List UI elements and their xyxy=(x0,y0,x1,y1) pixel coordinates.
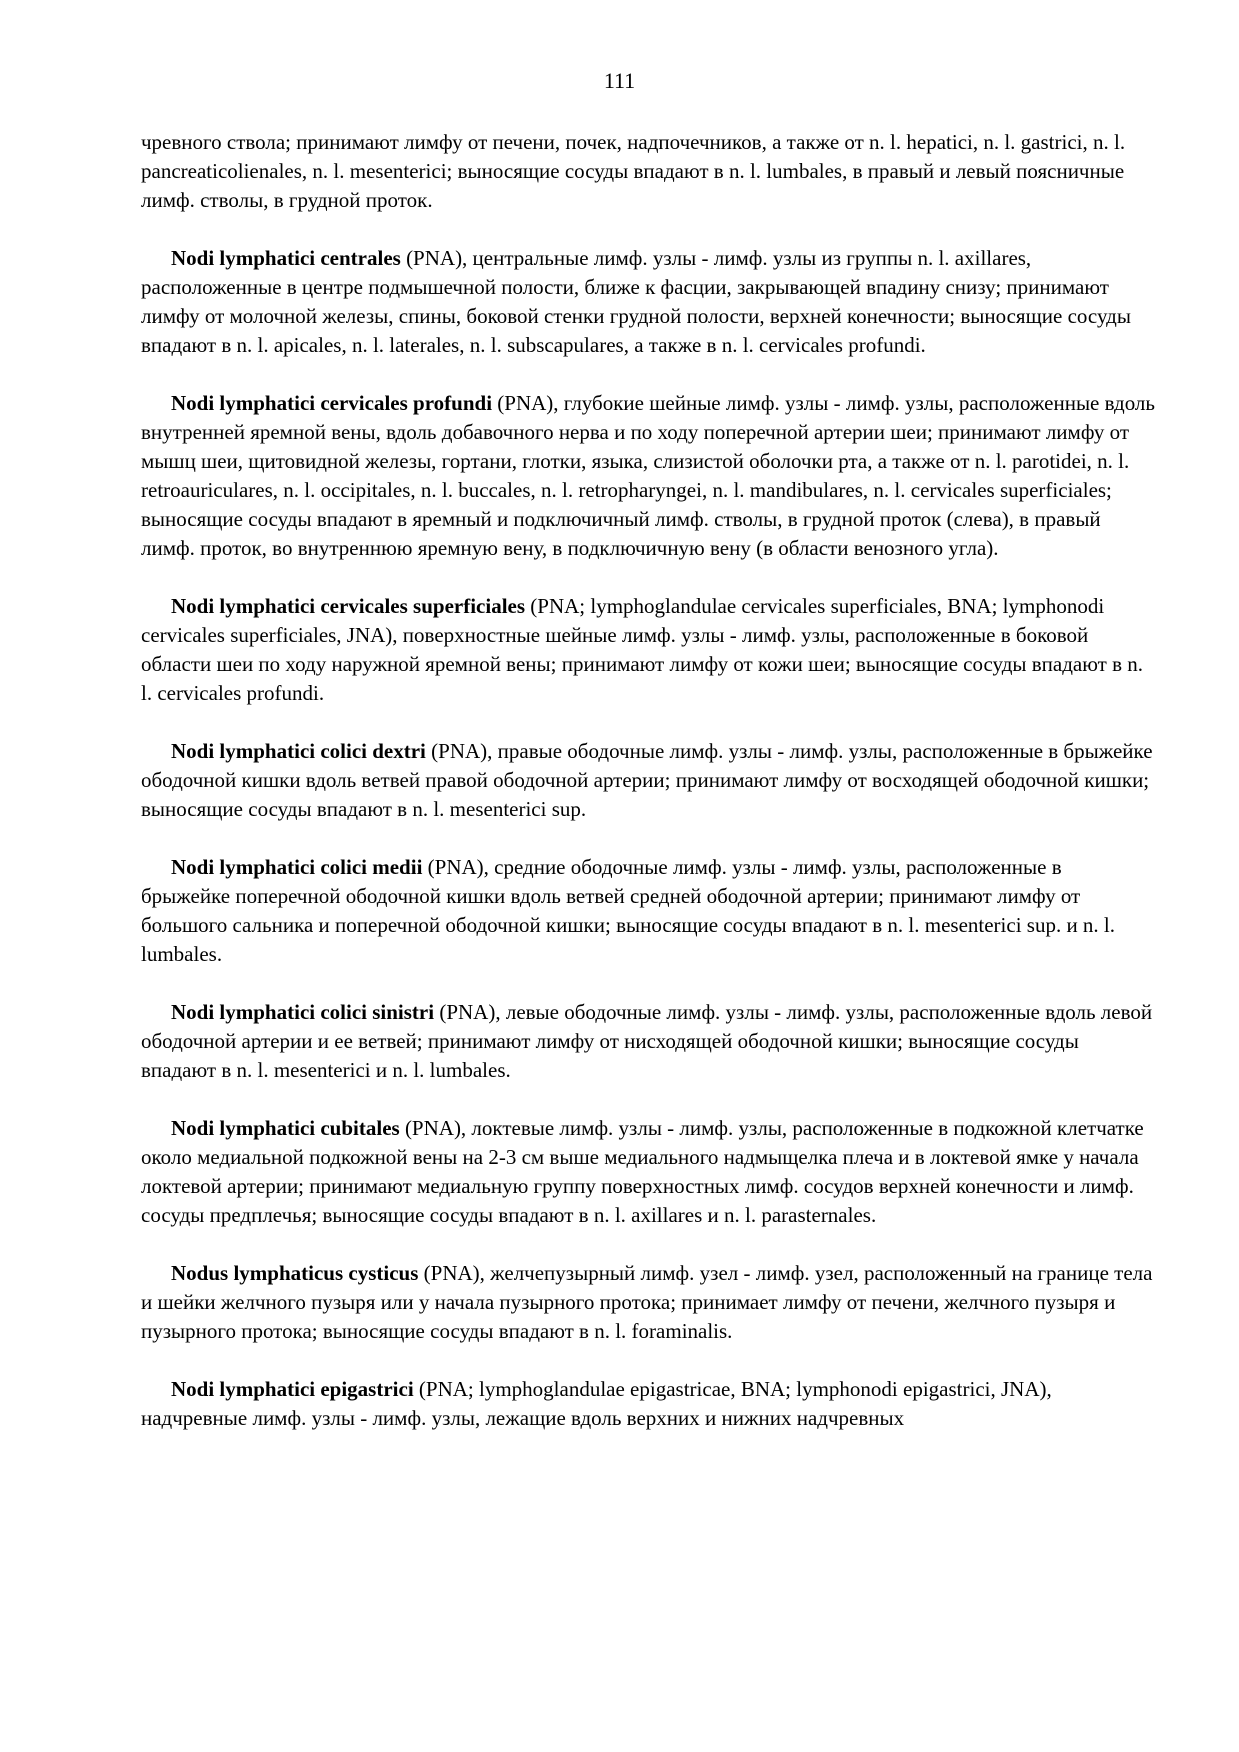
entry-term: Nodi lymphatici colici medii xyxy=(171,855,423,879)
entry-text: (PNA), левые ободочные лимф. узлы - лимф. узлы, расположенные вдоль левой ободочной артерии и ее ветвей; принимают лимфу от нисходящей ободочной кишки; выносящие сосуды впадают в n. l. mesenterici и n. l. lumbales. xyxy=(141,1000,1153,1082)
entry-continuation xyxy=(141,128,1155,215)
entry-text: (PNA), локтевые лимф. узлы - лимф. узлы, расположенные в подкожной клетчатке около медиальной подкожной вены на 2-3 см выше медиального надмыщелка плеча и в локтевой ямке у начала локтевой артерии; принимают медиальную группу поверхностных лимф. сосудов верхней конечности и лимф. сосуды предплечья; выносящие сосуды впадают в n. l. axillares и n. l. parasternales. xyxy=(141,1116,1144,1227)
entry-nodi-epigastrici xyxy=(141,1375,1155,1433)
entry-nodi-colici-dextri xyxy=(141,737,1155,824)
entry-term: Nodi lymphatici centrales xyxy=(171,246,401,270)
entry-text: (PNA), правые ободочные лимф. узлы - лимф. узлы, расположенные в брыжейке ободочной кишки вдоль ветвей правой ободочной артерии; принимают лимфу от восходящей ободочной кишки; выносящие сосуды впадают в n. l. mesenterici sup. xyxy=(141,739,1153,821)
document-body xyxy=(141,128,1155,1462)
entry-term: Nodus lymphaticus cysticus xyxy=(171,1261,419,1285)
entry-nodi-cervicales-profundi xyxy=(141,389,1155,563)
entry-nodi-centrales xyxy=(141,244,1155,360)
entry-nodi-cervicales-superficiales xyxy=(141,592,1155,708)
entry-text: (PNA), средние ободочные лимф. узлы - лимф. узлы, расположенные в брыжейке поперечной ободочной кишки вдоль ветвей средней ободочной артерии; принимают лимфу от большого сальника и поперечной ободочной кишки; выносящие сосуды впадают в n. l. mesenterici sup. и n. l. lumbales. xyxy=(141,855,1116,966)
entry-nodi-cubitales xyxy=(141,1114,1155,1230)
entry-text: чревного ствола; принимают лимфу от печени, почек, надпочечников, а также от n. l. hepatici, n. l. gastrici, n. l. pancreaticolienales, n. l. mesenterici; выносящие сосуды впадают в n. l. lumbales, в правый и левый поясничные лимф. стволы, в грудной проток. xyxy=(141,130,1126,212)
entry-nodus-cysticus xyxy=(141,1259,1155,1346)
entry-nodi-colici-medii xyxy=(141,853,1155,969)
entry-text: (PNA), центральные лимф. узлы - лимф. узлы из группы n. l. axillares, расположенные в центре подмышечной полости, ближе к фасции, закрывающей впадину снизу; принимают лимфу от молочной железы, спины, боковой стенки грудной полости, верхней конечности; выносящие сосуды впадают в n. l. apicales, n. l. laterales, n. l. subscapulares, а также в n. l. cervicales profundi. xyxy=(141,246,1131,357)
entry-text: (PNA), желчепузырный лимф. узел - лимф. узел, расположенный на границе тела и шейки желчного пузыря или у начала пузырного протока; принимает лимфу от печени, желчного пузыря и пузырного протока; выносящие сосуды впадают в n. l. foraminalis. xyxy=(141,1261,1153,1343)
entry-term: Nodi lymphatici colici sinistri xyxy=(171,1000,435,1024)
entry-term: Nodi lymphatici colici dextri xyxy=(171,739,426,763)
entry-term: Nodi lymphatici cubitales xyxy=(171,1116,400,1140)
entry-term: Nodi lymphatici cervicales superficiales xyxy=(171,594,526,618)
entry-nodi-colici-sinistri xyxy=(141,998,1155,1085)
page-number: 111 xyxy=(603,68,636,93)
entry-text: (PNA), глубокие шейные лимф. узлы - лимф. узлы, расположенные вдоль внутренней яремной вены, вдоль добавочного нерва и по ходу поперечной артерии шеи; принимают лимфу от мышц шеи, щитовидной железы, гортани, глотки, языка, слизистой оболочки рта, а также от n. l. parotidei, n. l. retroauriculares, n. l. occipitales, n. l. buccales, n. l. retropharyngei, n. l. mandibulares, n. l. cervicales superficiales; выносящие сосуды впадают в яремный и подключичный лимф. стволы, в грудной проток (слева), в правый лимф. проток, во внутреннюю яремную вену, в подключичную вену (в области венозного угла). xyxy=(141,391,1155,560)
entry-text: (PNA; lymphoglandulae cervicales superficiales, BNA; lymphonodi cervicales superficiales, JNA), поверхностные шейные лимф. узлы - лимф. узлы, расположенные в боковой области шеи по ходу наружной яремной вены; принимают лимфу от кожи шеи; выносящие сосуды впадают в n. l. cervicales profundi. xyxy=(141,594,1143,705)
entry-term: Nodi lymphatici cervicales profundi xyxy=(171,391,493,415)
entry-term: Nodi lymphatici epigastrici xyxy=(171,1377,414,1401)
entry-text: (PNA; lymphoglandulae epigastricae, BNA; lymphonodi epigastrici, JNA), надчревные лимф. узлы - лимф. узлы, лежащие вдоль верхних и нижних надчревных xyxy=(141,1377,1052,1430)
